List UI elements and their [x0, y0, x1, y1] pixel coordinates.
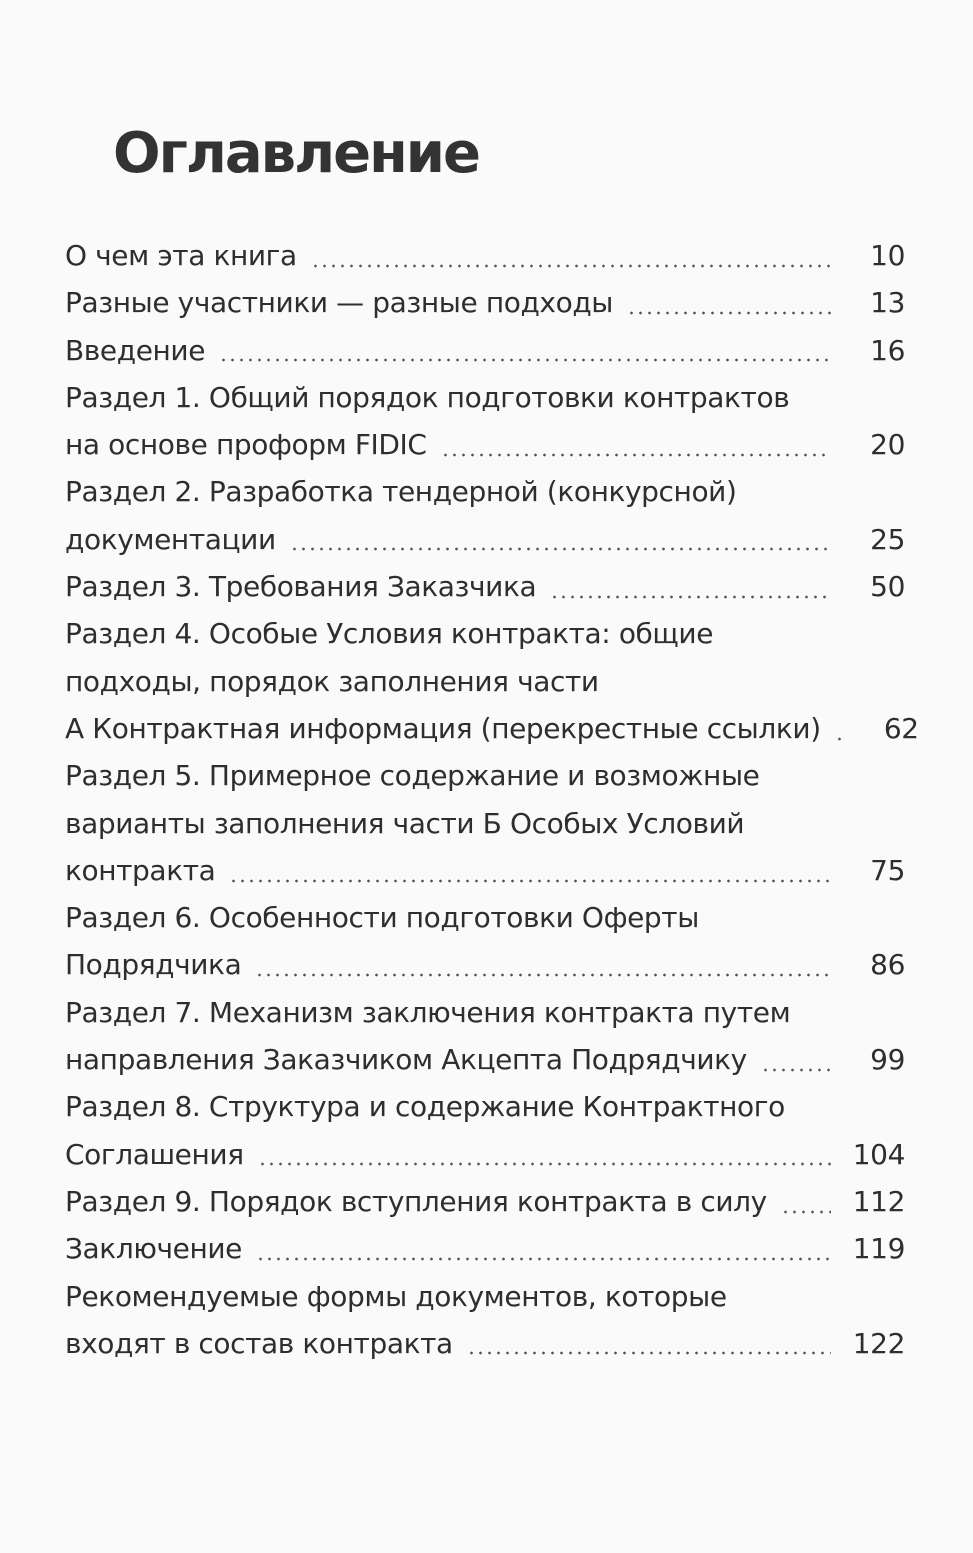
toc-page-number: 20	[870, 428, 905, 462]
dot-leader	[441, 451, 831, 459]
dot-leader	[761, 1066, 831, 1074]
dot-leader	[258, 1160, 831, 1168]
toc-entry-text: Соглашения	[65, 1137, 244, 1171]
toc-entry-text: Раздел 8. Структура и содержание Контрактного	[65, 1090, 785, 1124]
toc-entry-last-line	[65, 1225, 905, 1272]
toc-page-number: 13	[870, 286, 905, 320]
toc-page-number: 122	[852, 1326, 905, 1360]
toc-entry-text: направления Заказчиком Акцепта Подрядчику	[65, 1043, 747, 1077]
toc-entry	[65, 1273, 905, 1368]
toc-entry	[65, 232, 905, 279]
toc-entry-text: Заключение	[65, 1232, 242, 1266]
toc-page-number: 99	[870, 1043, 905, 1077]
dot-leader	[550, 593, 831, 601]
toc-page-number: 25	[870, 522, 905, 556]
toc-page-number: 112	[852, 1184, 905, 1218]
dot-leader	[781, 1208, 831, 1216]
toc-entry	[65, 894, 905, 989]
toc-entry	[65, 1083, 905, 1178]
toc-entry-text: подходы, порядок заполнения части	[65, 664, 599, 698]
toc-entry-text: на основе проформ FIDIC	[65, 428, 427, 462]
toc-entry	[65, 279, 905, 326]
toc-entry-text: О чем эта книга	[65, 239, 297, 272]
toc-entry-text: А Контрактная информация (перекрестные ссылки)	[65, 711, 821, 745]
toc-entry-text: Введение	[65, 333, 206, 367]
toc-entry-last-line	[65, 232, 905, 279]
dot-leader	[229, 877, 831, 885]
toc-entry-last-line	[65, 705, 919, 752]
toc-entry-text: Подрядчика	[65, 948, 242, 982]
toc-entry	[65, 327, 905, 374]
toc-entry	[65, 1178, 905, 1225]
dot-leader	[467, 1349, 831, 1357]
toc-entry-text: Раздел 2. Разработка тендерной (конкурсной)	[65, 475, 737, 509]
toc-entry-last-line	[65, 1131, 905, 1178]
toc-page-number: 16	[870, 333, 905, 367]
toc-entry	[65, 752, 905, 894]
toc-entry-text: варианты заполнения части Б Особых Условий	[65, 806, 745, 840]
toc-entry-text: контракта	[65, 853, 216, 887]
toc-entry-text: Разные участники — разные подходы	[65, 286, 613, 320]
toc-entry-last-line	[65, 1178, 905, 1225]
toc-page-number: 62	[883, 711, 919, 745]
dot-leader	[311, 262, 831, 270]
toc-entry-text: Раздел 4. Особые Условия контракта: общие	[65, 617, 714, 651]
toc-entry-text: Раздел 9. Порядок вступления контракта в силу	[65, 1184, 767, 1218]
toc-entry-last-line	[65, 327, 905, 374]
dot-leader	[835, 735, 845, 743]
toc-page-number: 50	[870, 570, 905, 604]
toc-entry	[65, 610, 919, 752]
toc-entry-last-line	[65, 421, 905, 468]
dot-leader	[255, 971, 831, 979]
dot-leader	[256, 1255, 831, 1263]
toc-page-number: 104	[852, 1137, 905, 1171]
toc-entry-last-line	[65, 1036, 905, 1083]
toc-entry-text: входят в состав контракта	[65, 1326, 453, 1360]
toc-entry-text: Раздел 3. Требования Заказчика	[65, 570, 537, 604]
toc-entry	[65, 468, 905, 563]
toc-entry-text: Раздел 6. Особенности подготовки Оферты	[65, 901, 699, 935]
toc-entry-last-line	[65, 941, 905, 988]
toc-page-number: 119	[852, 1232, 905, 1266]
table-of-contents	[65, 232, 919, 1367]
dot-leader	[219, 356, 831, 364]
toc-entry	[65, 374, 905, 469]
toc-entry-text: Раздел 1. Общий порядок подготовки контрактов	[65, 380, 790, 414]
toc-entry-last-line	[65, 563, 905, 610]
toc-entry-text: документации	[65, 522, 276, 556]
toc-entry-last-line	[65, 847, 905, 894]
toc-entry-last-line	[65, 279, 905, 326]
toc-page-number: 10	[870, 239, 905, 272]
page-title: Оглавление	[113, 121, 480, 186]
toc-entry	[65, 1225, 905, 1272]
toc-entry	[65, 989, 905, 1084]
toc-page-number: 75	[870, 853, 905, 887]
dot-leader	[290, 545, 831, 553]
toc-entry-last-line	[65, 516, 905, 563]
toc-entry	[65, 563, 905, 610]
toc-page-number: 86	[870, 948, 905, 982]
toc-entry-text: Раздел 7. Механизм заключения контракта путем	[65, 995, 791, 1029]
toc-entry-last-line	[65, 1320, 905, 1367]
dot-leader	[627, 309, 831, 317]
toc-entry-text: Рекомендуемые формы документов, которые	[65, 1279, 727, 1313]
toc-entry-text: Раздел 5. Примерное содержание и возможные	[65, 759, 760, 793]
